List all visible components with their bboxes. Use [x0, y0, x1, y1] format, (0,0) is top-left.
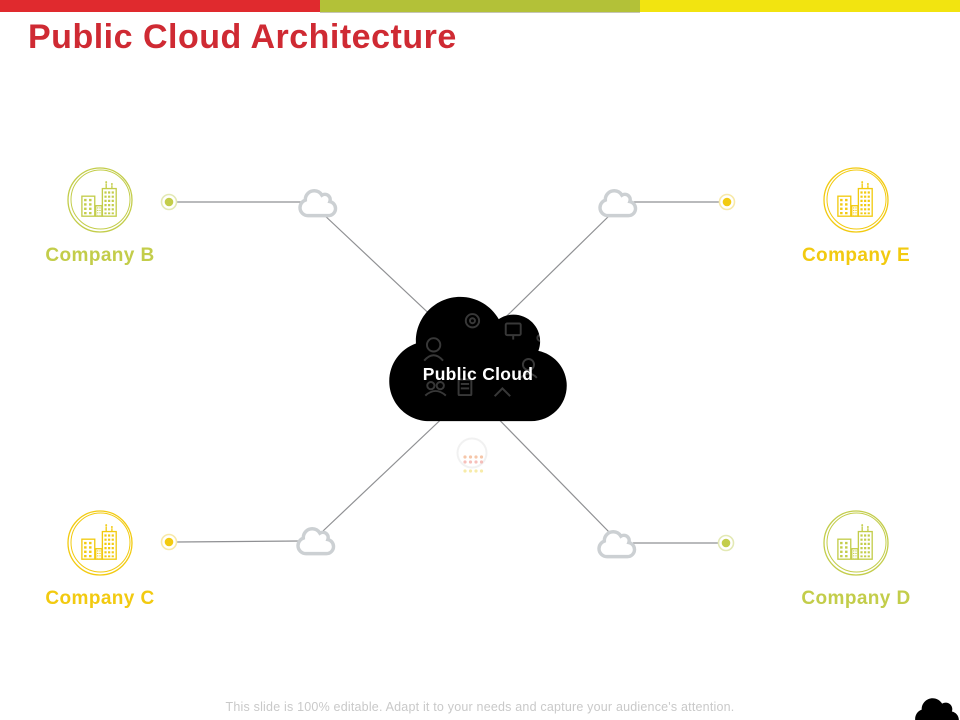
- public-cloud-label: Public Cloud: [422, 364, 534, 384]
- public-cloud-shape: [389, 288, 567, 430]
- buildings-icon: [822, 166, 890, 234]
- company-label: Company E: [801, 245, 911, 266]
- cloud-icon: [599, 532, 635, 557]
- buildings-icon: [66, 166, 134, 234]
- page-title: Public Cloud Architecture: [28, 18, 457, 56]
- company-label: Company C: [45, 588, 155, 609]
- company-e-node: [776, 166, 936, 267]
- company-d-node: [776, 509, 936, 610]
- company-label: Company D: [801, 588, 911, 609]
- cloud-icon: [600, 191, 636, 216]
- cloud-icon: [300, 191, 336, 216]
- company-b-node: [20, 166, 180, 267]
- buildings-icon: [66, 509, 134, 577]
- buildings-icon: [822, 509, 890, 577]
- watermark-logo: [450, 436, 498, 480]
- company-label: Company B: [45, 245, 155, 266]
- company-c-node: [20, 509, 180, 610]
- cloud-icon: [298, 529, 334, 554]
- footer-note: This slide is 100% editable. Adapt it to your needs and capture your audience's attention.: [225, 700, 735, 714]
- corner-cloud-icon: [915, 696, 959, 720]
